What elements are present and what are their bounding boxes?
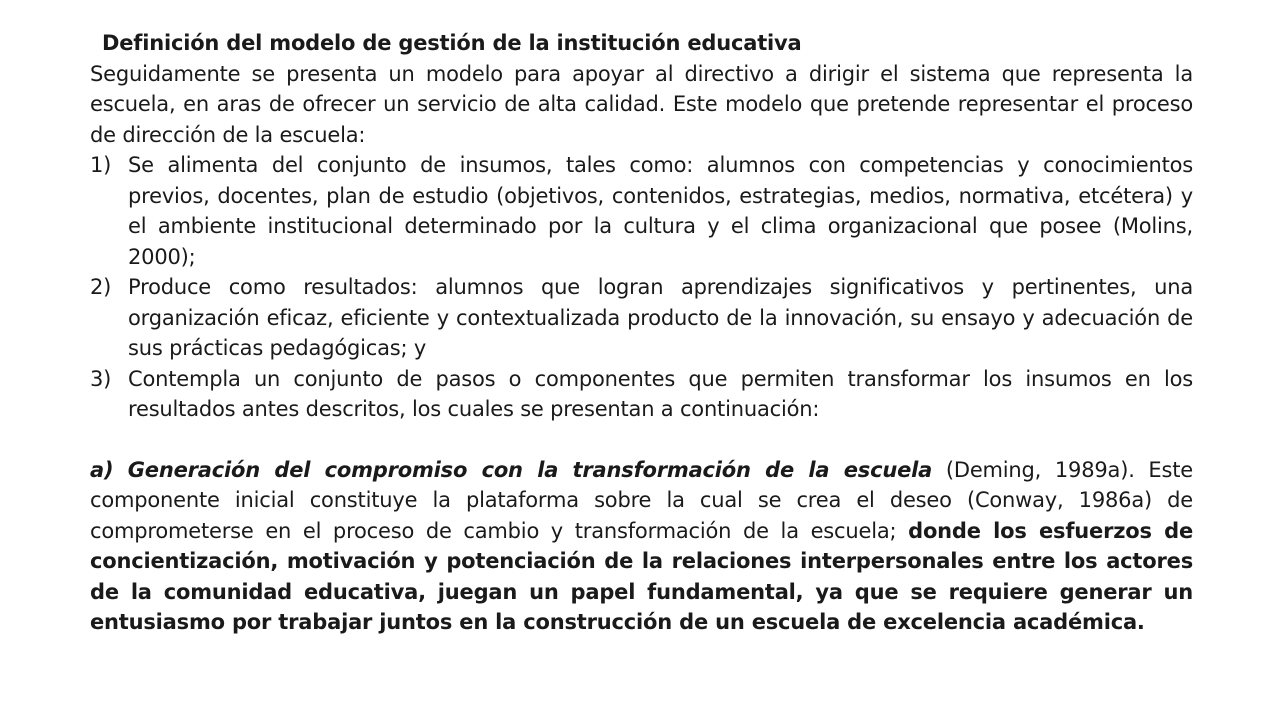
list-item — [90, 150, 1193, 272]
list-item-number: 1) — [90, 153, 112, 177]
list-item-number: 3) — [90, 366, 112, 391]
paragraph-spacer — [90, 425, 1193, 455]
component-text: (Deming, 1989a). Este componente inicial constituye la plataforma sobre la cual se crea el deseo (Conway, 1986a) de comprometerse en el proceso de cambio y transformación de la escuela; — [90, 457, 1193, 543]
list-item-text: Produce como resultados: alumnos que logran aprendizajes significativos y pertinentes, una organización eficaz, eficiente y contextualizada producto de la innovación, su ensayo y adecuación de sus prácticas pedagógicas; y — [128, 275, 1193, 360]
component-title: a) Generación del compromiso con la transformación de la escuela — [90, 457, 933, 482]
numbered-list — [90, 150, 1193, 425]
slide-content — [90, 28, 1193, 638]
intro-paragraph: Seguidamente se presenta un modelo para apoyar al directivo a dirigir el sistema que representa la escuela, en aras de ofrecer un servicio de alta calidad. Este modelo que pretende representar el proceso de dirección de la escuela: — [90, 61, 1193, 147]
list-item-number: 2) — [90, 275, 112, 299]
component-emphasis: donde los esfuerzos de concientización, motivación y potenciación de la relaciones interpersonales entre los actores de la comunidad educativa, juegan un papel fundamental, ya que se requiere generar un entusiasmo por trabajar juntos en la construcción de un escuela de excelencia académica. — [90, 518, 1194, 634]
component-paragraph — [90, 455, 1193, 638]
list-item-text: Se alimenta del conjunto de insumos, tales como: alumnos con competencias y conocimientos previos, docentes, plan de estudio (objetivos, contenidos, estrategias, medios, normativa, etcétera) y el ambiente institucional determinado por la cultura y el clima organizacional que posee (Molins, 2000); — [128, 153, 1193, 269]
document-title: Definición del modelo de gestión de la institución educativa — [102, 31, 802, 55]
list-item — [90, 272, 1193, 364]
list-item — [90, 364, 1193, 425]
list-item-text: Contempla un conjunto de pasos o componentes que permiten transformar los insumos en los resultados antes descritos, los cuales se presentan a continuación: — [128, 366, 1193, 421]
